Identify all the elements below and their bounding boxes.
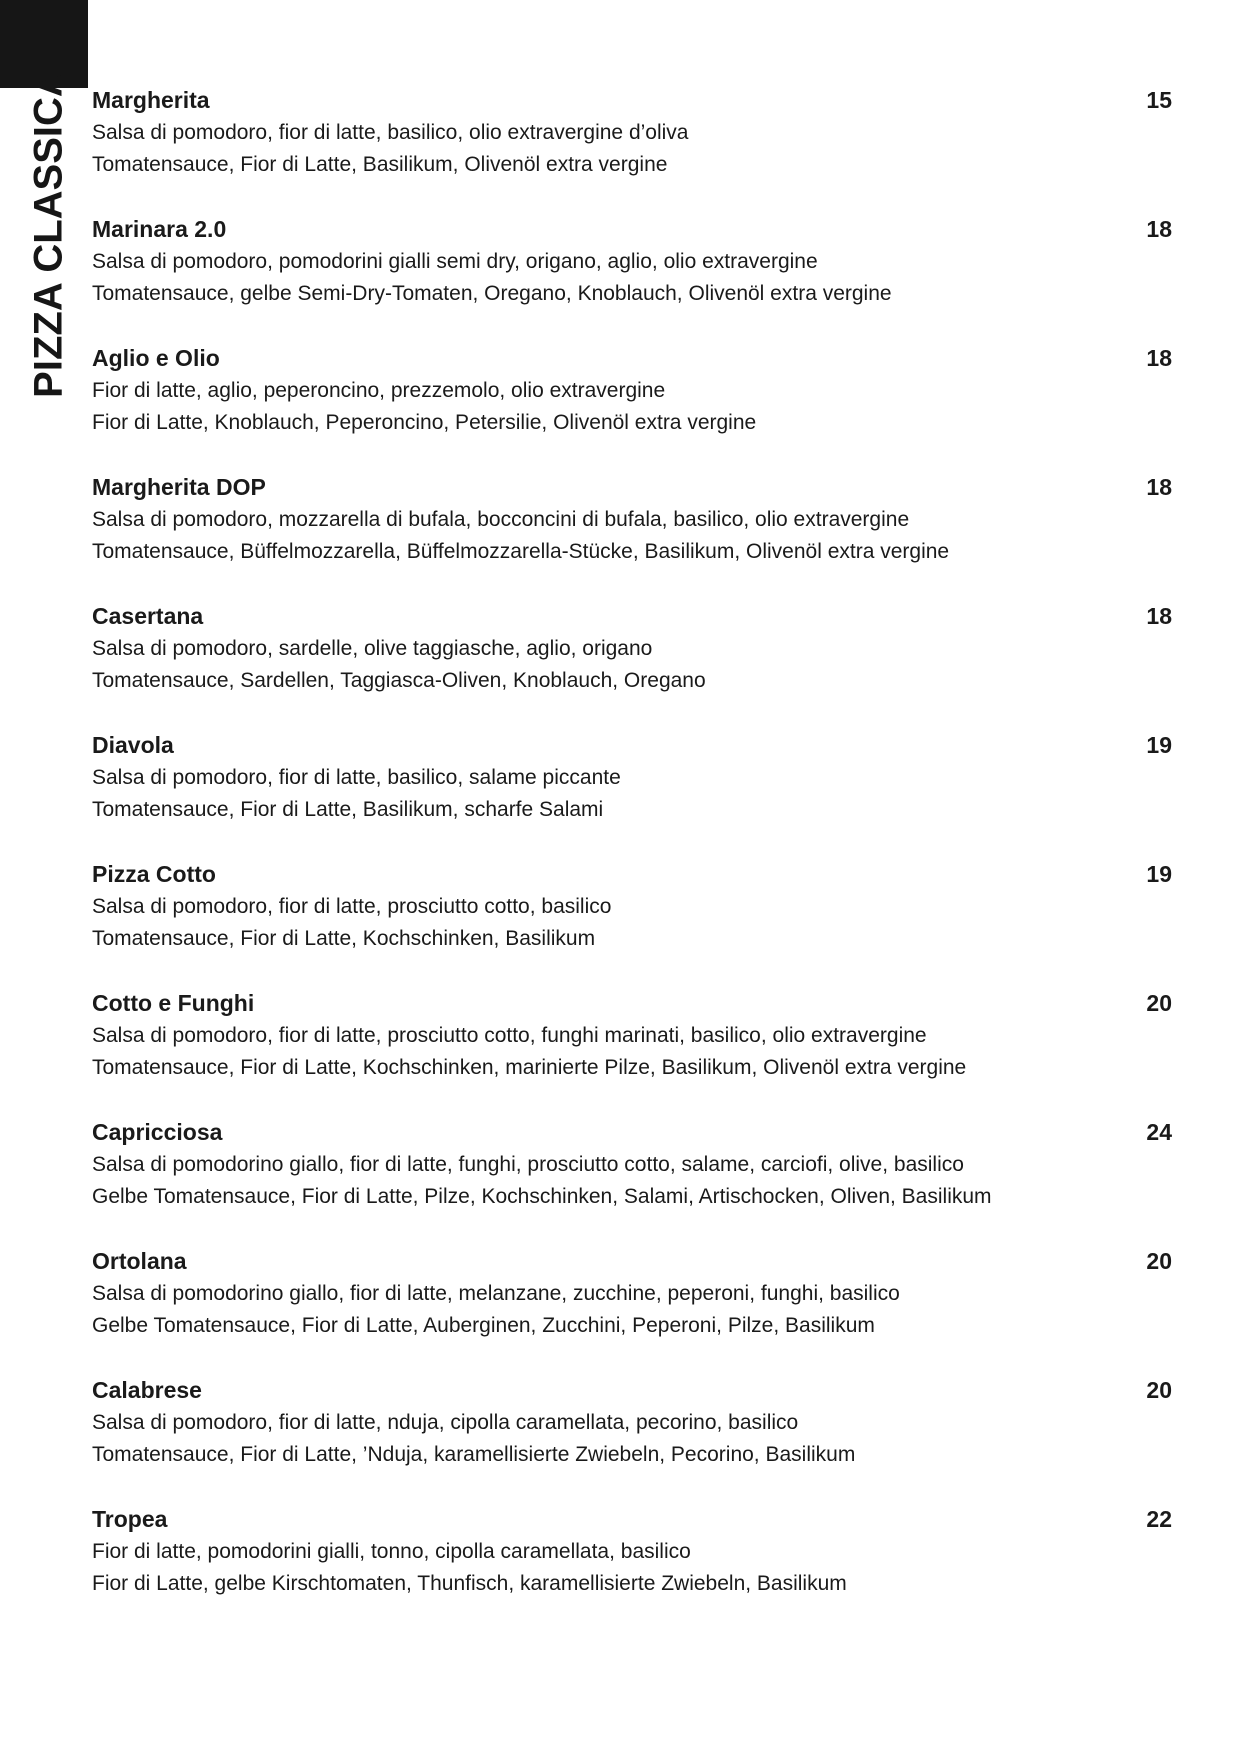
pizza-price: 22 (1146, 1506, 1172, 1532)
menu-item (92, 1116, 1172, 1245)
pizza-price: 18 (1146, 345, 1172, 371)
pizza-price: 18 (1146, 603, 1172, 629)
menu-item-header (92, 84, 1172, 117)
menu-item-header (92, 342, 1172, 375)
menu-item (92, 213, 1172, 342)
pizza-price: 20 (1146, 990, 1172, 1016)
ingredients-german: Gelbe Tomatensauce, Fior di Latte, Auberginen, Zucchini, Peperoni, Pilze, Basilikum (92, 1314, 875, 1337)
ingredients-german: Tomatensauce, gelbe Semi-Dry-Tomaten, Oregano, Knoblauch, Olivenöl extra vergine (92, 282, 892, 305)
menu-item (92, 987, 1172, 1116)
pizza-name: Margherita DOP (92, 474, 266, 500)
menu-item-header (92, 1503, 1172, 1536)
pizza-price: 19 (1146, 732, 1172, 758)
menu-item (92, 84, 1172, 213)
pizza-name: Pizza Cotto (92, 861, 216, 887)
pizza-name: Margherita (92, 87, 210, 113)
menu-item-header (92, 471, 1172, 504)
pizza-name: Cotto e Funghi (92, 990, 255, 1016)
ingredients-german: Tomatensauce, Fior di Latte, Kochschinken, Basilikum (92, 927, 596, 950)
pizza-name: Calabrese (92, 1377, 202, 1403)
pizza-name: Tropea (92, 1506, 168, 1532)
menu-item (92, 342, 1172, 471)
menu-item (92, 729, 1172, 858)
ingredients-italian: Salsa di pomodoro, fior di latte, prosciutto cotto, funghi marinati, basilico, olio extravergine (92, 1024, 927, 1047)
ingredients-german: Tomatensauce, Büffelmozzarella, Büffelmozzarella-Stücke, Basilikum, Olivenöl extra vergine (92, 540, 950, 563)
ingredients-italian: Salsa di pomodoro, fior di latte, nduja, cipolla caramellata, pecorino, basilico (92, 1411, 799, 1434)
pizza-price: 15 (1146, 87, 1172, 113)
menu-item-header (92, 1245, 1172, 1278)
menu-item-header (92, 1374, 1172, 1407)
pizza-price: 18 (1146, 474, 1172, 500)
pizza-name: Ortolana (92, 1248, 187, 1274)
pizza-name: Capricciosa (92, 1119, 223, 1145)
ingredients-german: Tomatensauce, Fior di Latte, Kochschinken, marinierte Pilze, Basilikum, Olivenöl extra vergine (92, 1056, 967, 1079)
menu-item-header (92, 1116, 1172, 1149)
ingredients-italian: Salsa di pomodoro, pomodorini gialli semi dry, origano, aglio, olio extravergine (92, 250, 818, 273)
pizza-name: Diavola (92, 732, 174, 758)
ingredients-german: Tomatensauce, Fior di Latte, Basilikum, scharfe Salami (92, 798, 604, 821)
menu-item-header (92, 729, 1172, 762)
ingredients-german: Tomatensauce, Fior di Latte, ’Nduja, karamellisierte Zwiebeln, Pecorino, Basilikum (92, 1443, 856, 1466)
ingredients-italian: Salsa di pomodoro, sardelle, olive taggiasche, aglio, origano (92, 637, 653, 660)
menu-item (92, 1374, 1172, 1503)
pizza-name: Casertana (92, 603, 204, 629)
menu-item (92, 858, 1172, 987)
menu-item (92, 1245, 1172, 1374)
menu-item (92, 1503, 1172, 1632)
section-title: PIZZA CLASSICA (26, 68, 71, 398)
ingredients-italian: Salsa di pomodorino giallo, fior di latte, funghi, prosciutto cotto, salame, carciofi, olive, basilico (92, 1153, 964, 1176)
ingredients-italian: Fior di latte, aglio, peperoncino, prezzemolo, olio extravergine (92, 379, 666, 402)
pizza-price: 20 (1146, 1248, 1172, 1274)
menu-list (92, 84, 1172, 1632)
menu-item-header (92, 213, 1172, 246)
menu-item-header (92, 600, 1172, 633)
ingredients-german: Tomatensauce, Sardellen, Taggiasca-Oliven, Knoblauch, Oregano (92, 669, 706, 692)
ingredients-german: Tomatensauce, Fior di Latte, Basilikum, Olivenöl extra vergine (92, 153, 668, 176)
pizza-price: 24 (1146, 1119, 1172, 1145)
ingredients-german: Gelbe Tomatensauce, Fior di Latte, Pilze, Kochschinken, Salami, Artischocken, Oliven, Basilikum (92, 1185, 992, 1208)
ingredients-italian: Fior di latte, pomodorini gialli, tonno, cipolla caramellata, basilico (92, 1540, 691, 1563)
ingredients-italian: Salsa di pomodoro, fior di latte, basilico, salame piccante (92, 766, 621, 789)
ingredients-german: Fior di Latte, gelbe Kirschtomaten, Thunfisch, karamellisierte Zwiebeln, Basilikum (92, 1572, 847, 1595)
menu-item (92, 471, 1172, 600)
menu-item-header (92, 987, 1172, 1020)
pizza-price: 19 (1146, 861, 1172, 887)
ingredients-italian: Salsa di pomodoro, mozzarella di bufala, bocconcini di bufala, basilico, olio extravergine (92, 508, 910, 531)
ingredients-italian: Salsa di pomodorino giallo, fior di latte, melanzane, zucchine, peperoni, funghi, basilico (92, 1282, 900, 1305)
ingredients-german: Fior di Latte, Knoblauch, Peperoncino, Petersilie, Olivenöl extra vergine (92, 411, 757, 434)
menu-item (92, 600, 1172, 729)
pizza-price: 20 (1146, 1377, 1172, 1403)
pizza-price: 18 (1146, 216, 1172, 242)
pizza-name: Aglio e Olio (92, 345, 220, 371)
ingredients-italian: Salsa di pomodoro, fior di latte, prosciutto cotto, basilico (92, 895, 612, 918)
pizza-name: Marinara 2.0 (92, 216, 227, 242)
menu-item-header (92, 858, 1172, 891)
ingredients-italian: Salsa di pomodoro, fior di latte, basilico, olio extravergine d’oliva (92, 121, 689, 144)
